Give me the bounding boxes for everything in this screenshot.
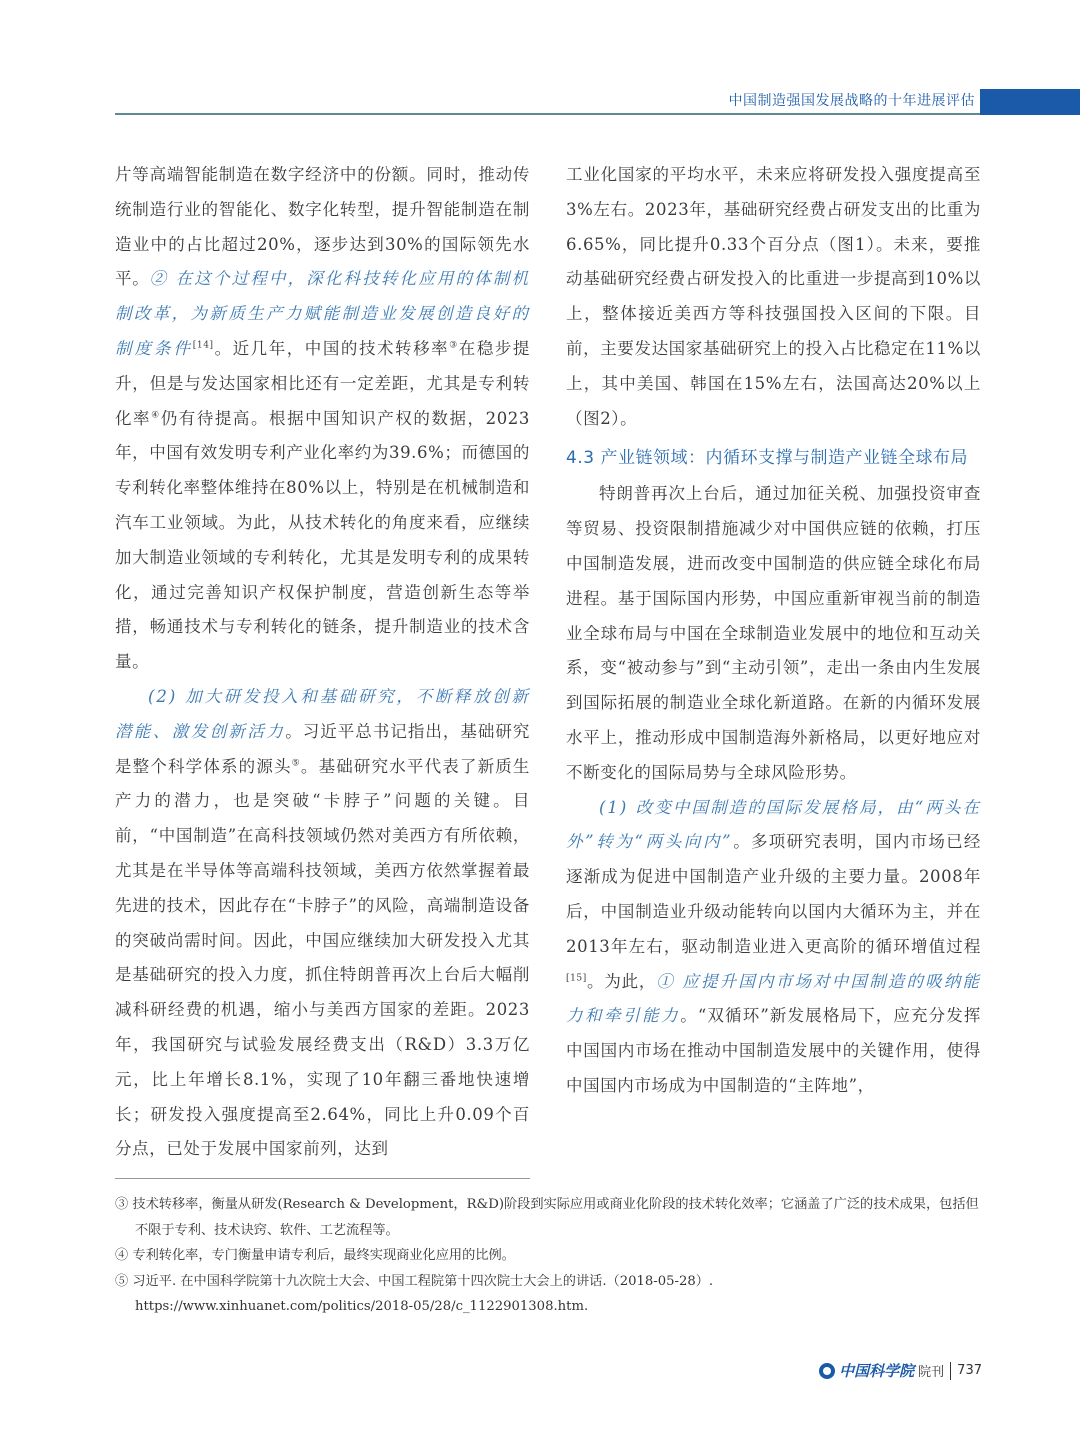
footer-separator — [950, 1362, 951, 1380]
right-column — [566, 158, 981, 1104]
left-column — [115, 158, 530, 1167]
footnote-ref[interactable]: ④ — [151, 410, 161, 421]
header-rule — [115, 113, 980, 115]
footnote-item: ③ 技术转移率，衡量从研发(Research & Development，R&D)阶段到实际应用或商业化阶段的技术转化效率；它涵盖了广泛的技术成果，包括但不限于专利、技术诀窍、软件、工艺流程等。 — [115, 1197, 979, 1238]
highlighted-point: (1) 改变中国制造的国际发展格局，由“两头在外”转为“两头向内” — [566, 797, 981, 852]
footnote-ref[interactable]: ③ — [449, 340, 459, 351]
footnote-ref[interactable]: ⑤ — [291, 758, 301, 769]
footnote-item: ④ 专利转化率，专门衡量申请专利后，最终实现商业化应用的比例。 — [115, 1248, 515, 1263]
footnote-divider — [115, 1178, 530, 1179]
paragraph: (1) 改变中国制造的国际发展格局，由“两头在外”转为“两头向内”。多项研究表明，国内市场已经逐渐成为促进中国制造产业升级的主要力量。2008年后，中国制造业升级动能转向以国内大循环为主，并在2013年左右，驱动制造业进入更高阶的循环增值过程[15]。为此，① 应提升国内市场对中国制造的吸纳能力和牵引能力。“双循环”新发展格局下，应充分发挥中国国内市场在推动中国制造发展中的关键作用，使得中国国内市场成为中国制造的“主阵地”， — [566, 797, 982, 1095]
page-number: 737 — [957, 1363, 982, 1378]
paragraph: 特朗普再次上台后，通过加征关税、加强投资审查等贸易、投资限制措施减少对中国供应链的依赖，打压中国制造发展，进而改变中国制造的供应链全球化布局进程。基于国际国内形势，中国应重新审视当前的制造业全球布局与中国在全球制造业发展中的地位和互动关系，变“被动参与”到“主动引领”，走出一条由内生发展到国际拓展的制造业全球化新道路。在新的内循环发展水平上，推动形成中国制造海外新格局，以更好地应对不断变化的国际局势与全球风险形势。 — [566, 484, 981, 782]
footnote-item[interactable]: ⑤ 习近平. 在中国科学院第十九次院士大会、中国工程院第十四次院士大会上的讲话.（2018-05-28）. https://www.xinhuanet.com/politics/2018-05/28/c_1122901308.htm. — [115, 1273, 714, 1314]
section-heading: 4.3 产业链领域：内循环支撑与制造产业链全球布局 — [566, 448, 968, 469]
citation-ref[interactable]: [14] — [192, 340, 214, 351]
paragraph: 片等高端智能制造在数字经济中的份额。同时，推动传统制造行业的智能化、数字化转型，提升智能制造在制造业中的占比超过20%，逐步达到30%的国际领先水平。② 在这个过程中，深化科技转化应用的体制机制改革，为新质生产力赋能制造业发展创造良好的制度条件[14]。近几年，中国的技术转移率③在稳步提升，但是与发达国家相比还有一定差距，尤其是专利转化率④仍有待提高。根据中国知识产权的数据，2023年，中国有效发明专利产业化率约为39.6%；而德国的专利转化率整体维持在80%以上，特别是在机械制造和汽车工业领域。为此，从技术转化的角度来看，应继续加大制造业领域的专利转化，尤其是发明专利的成果转化，通过完善知识产权保护制度，营造创新生态等举措，畅通技术与专利转化的链条，提升制造业的技术含量。 — [115, 165, 531, 672]
citation-ref[interactable]: [15] — [566, 973, 587, 984]
running-header-title: 中国制造强国发展战略的十年进展评估 — [728, 93, 975, 109]
highlighted-point: ② 在这个过程中，深化科技转化应用的体制机制改革，为新质生产力赋能制造业发展创造良好的制度条件 — [115, 269, 531, 358]
journal-suffix: 院刊 — [918, 1365, 945, 1380]
highlighted-point: (2) 加大研发投入和基础研究，不断释放创新潜能、激发创新活力 — [115, 686, 530, 741]
cas-logo-icon — [819, 1363, 835, 1379]
paragraph: (2) 加大研发投入和基础研究，不断释放创新潜能、激发创新活力。习近平总书记指出，基础研究是整个科学体系的源头⑤。基础研究水平代表了新质生产力的潜力，也是突破“卡脖子”问题的关键。目前，“中国制造”在高科技领域仍然对美西方有所依赖，尤其是在半导体等高端科技领域，美西方依然掌握着最先进的技术，因此存在“卡脖子”的风险，高端制造设备的突破尚需时间。因此，中国应继续加大研发投入尤其是基础研究的投入力度，抓住特朗普再次上台后大幅削减科研经费的机遇，缩小与美西方国家的差距。2023年，我国研究与试验发展经费支出（R&D）3.3万亿元，比上年增长8.1%，实现了10年翻三番地快速增长；研发投入强度提高至2.64%，同比上升0.09个百分点，已处于发展中国家前列，达到 — [115, 686, 531, 1159]
highlighted-point: ① 应提升国内市场对中国制造的吸纳能力和牵引能力 — [566, 971, 981, 1026]
header-color-band — [980, 89, 1080, 115]
footnotes — [115, 1192, 980, 1320]
paragraph: 工业化国家的平均水平，未来应将研发投入强度提高至3%左右。2023年，基础研究经费占研发支出的比重为6.65%，同比提升0.33个百分点（图1）。未来，要推动基础研究经费占研发投入的比重进一步提高到10%以上，整体接近美西方等科技强国投入区间的下限。目前，主要发达国家基础研究上的投入占比稳定在11%以上，其中美国、韩国在15%左右，法国高达20%以上（图2）。 — [566, 165, 981, 428]
journal-logo-text: 中国科学院 — [839, 1362, 915, 1380]
page-footer — [819, 1360, 982, 1381]
